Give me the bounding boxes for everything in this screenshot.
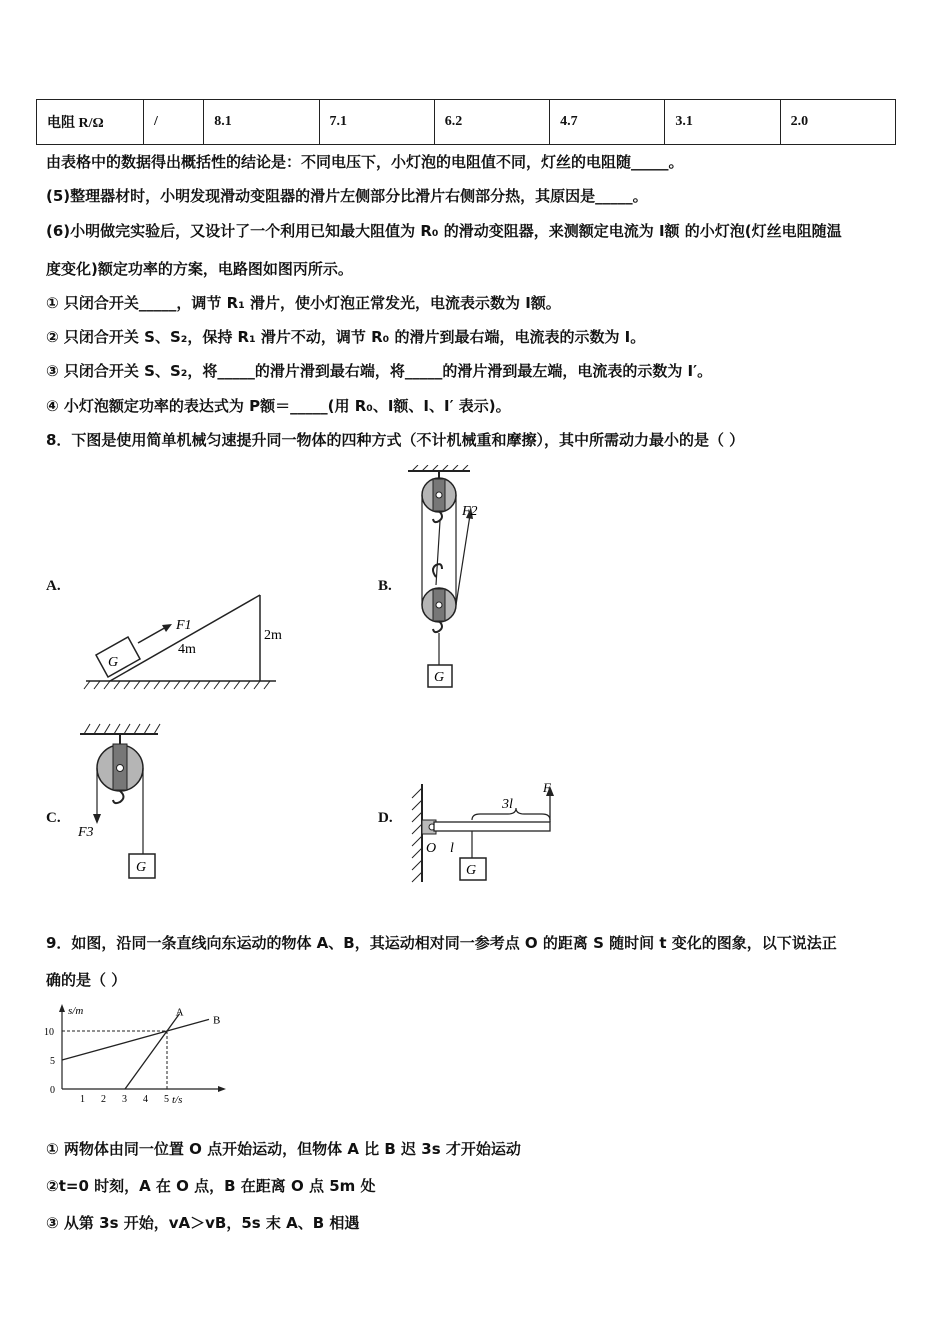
weight-label: G [108,655,119,670]
force-label: F2 [462,504,478,519]
table-header-cell: 电阻 R/Ω [37,100,144,145]
table-cell: 4.7 [550,100,665,145]
lever-diagram [398,778,568,888]
x-tick-label: 4 [143,1094,148,1105]
text-line: ① 只闭合开关_____，调节 R₁ 滑片，使小灯泡正常发光，电流表示数为 I额。 [46,294,561,312]
s-t-graph [40,1000,230,1110]
table-cell: 6.2 [434,100,549,145]
height-label: 2m [264,628,282,643]
lever-bar [434,822,550,831]
x-tick-label: 5 [164,1094,169,1105]
table-cell: 2.0 [780,100,895,145]
text-line: (6)小明做完实验后，又设计了一个利用已知最大阻值为 R₀ 的滑动变阻器，来测额定电流为 I额 的小灯泡(灯丝电阻随温 [46,222,842,240]
resistance-table [36,99,896,145]
question-8-stem: 8．下图是使用简单机械匀速提升同一物体的四种方式（不计机械重和摩擦），其中所需动力最小的是（ ） [46,431,745,449]
text-line: 度变化)额定功率的方案，电路图如图丙所示。 [46,260,353,278]
x-axis-label: t/s [172,1094,183,1106]
fixed-pulley-diagram [72,718,172,888]
option-c-label: C. [46,810,61,826]
option-a-label: A. [46,578,61,594]
force-label: F1 [176,618,192,633]
force-label: F3 [78,825,94,840]
question-9-stem-cont: 确的是（ ） [46,971,127,989]
x-tick-label: 1 [80,1094,85,1105]
y-tick-label: 5 [50,1056,55,1067]
option-b-label: B. [378,578,392,594]
series-line-b [62,1019,209,1060]
text-line: (5)整理器材时，小明发现滑动变阻器的滑片左侧部分比滑片右侧部分热，其原因是_____。 [46,187,648,205]
text-line: 由表格中的数据得出概括性的结论是：不同电压下，小灯泡的电阻值不同，灯丝的电阻随_____。 [46,153,684,171]
pulley-block-diagram [400,465,510,695]
text-line: ④ 小灯泡额定功率的表达式为 P额＝_____(用 R₀、I额、I、I′ 表示)。 [46,397,511,415]
text-line: ② 只闭合开关 S、S₂，保持 R₁ 滑片不动，调节 R₀ 的滑片到最右端，电流表的示数为 I。 [46,328,646,346]
table-row [37,100,896,145]
slope-length-label: 4m [178,642,196,657]
y-tick-label: 10 [44,1027,54,1038]
x-tick-label: 2 [101,1094,106,1105]
statement-2: ②t=0 时刻，A 在 O 点，B 在距离 O 点 5m 处 [46,1177,376,1195]
weight-label: G [466,863,477,878]
table-cell: 3.1 [665,100,780,145]
long-arm-label: 3l [502,797,513,812]
statement-3: ③ 从第 3s 开始，vA＞vB，5s 末 A、B 相遇 [46,1214,360,1232]
question-9-stem: 9．如图，沿同一条直线向东运动的物体 A、B，其运动相对同一参考点 O 的距离 S 随时间 t 变化的图象，以下说法正 [46,934,837,952]
series-label-b: B [213,1014,221,1027]
statement-1: ① 两物体由同一位置 O 点开始运动，但物体 A 比 B 迟 3s 才开始运动 [46,1140,521,1158]
series-line-a [125,1014,180,1089]
text-line: ③ 只闭合开关 S、S₂，将_____的滑片滑到最右端，将_____的滑片滑到最左端，电流表的示数为 I′。 [46,362,713,380]
x-tick-label: 3 [122,1094,127,1105]
option-d-label: D. [378,810,393,826]
table-cell: 8.1 [204,100,319,145]
force-label: F [543,780,551,795]
weight-label: G [136,860,147,875]
y-tick-label: 0 [50,1085,55,1096]
y-axis-label: s/m [68,1005,84,1017]
pivot-label: O [426,841,437,856]
series-label-a: A [175,1006,184,1019]
slope-line [110,595,260,681]
table-cell: 7.1 [319,100,434,145]
short-arm-label: l [450,841,454,856]
weight-label: G [434,670,445,685]
table-cell: / [144,100,204,145]
incline-diagram [80,585,290,695]
